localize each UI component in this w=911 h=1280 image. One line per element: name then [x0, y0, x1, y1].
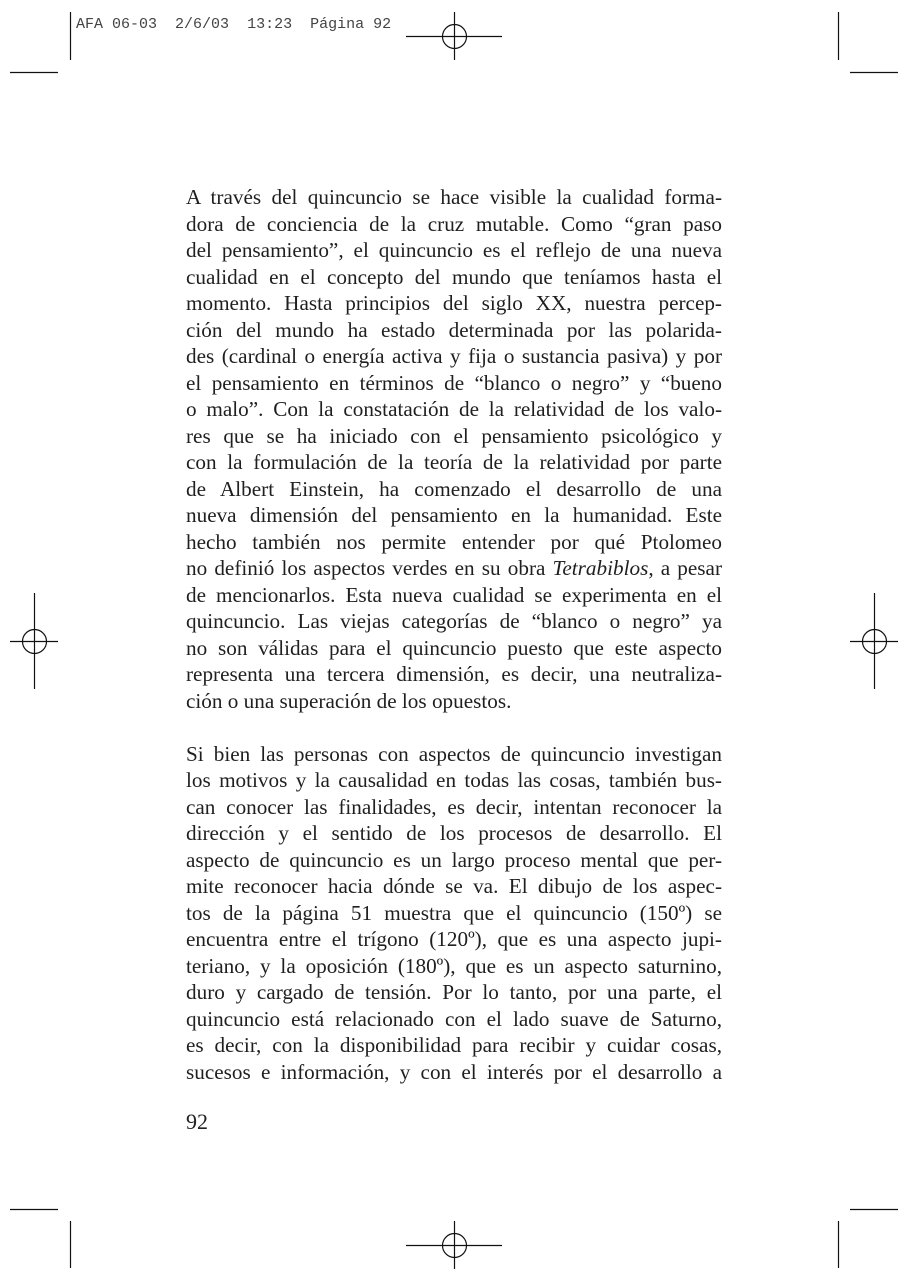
text-line: res que se ha iniciado con el pensamiento psicológico y	[186, 423, 722, 448]
text-line: o malo”. Con la constatación de la relatividad de los valo-	[186, 397, 722, 421]
registration-mark-left-icon	[10, 593, 58, 689]
text-line: hecho también nos permite entender por qué Ptolomeo	[186, 529, 722, 554]
text-line: cualidad en el concepto del mundo que teníamos hasta el	[186, 264, 722, 289]
text-line: quincuncio está relacionado con el lado suave de Saturno,	[186, 1006, 722, 1031]
book-title: Tetrabiblos	[552, 556, 649, 580]
text-line: del pensamiento”, el quincuncio es el reflejo de una nueva	[186, 238, 722, 262]
text-line: no son válidas para el quincuncio puesto que este aspecto	[186, 635, 722, 660]
registration-mark-right-icon	[850, 593, 898, 689]
text-line: teriano, y la oposición (180º), que es un aspecto saturnino,	[186, 953, 722, 978]
slug-time: 13:23	[247, 16, 293, 33]
text-run: no definió los aspectos verdes en su obra	[186, 556, 553, 580]
text-line-with-title	[186, 555, 722, 582]
text-line: momento. Hasta principios del siglo XX, nuestra percep-	[186, 291, 722, 315]
paragraph-1	[186, 184, 722, 714]
text-line: Si bien las personas con aspectos de quincuncio investigan	[186, 741, 722, 766]
text-line: representa una tercera dimensión, es decir, una neutraliza-	[186, 662, 722, 686]
text-line: es decir, con la disponibilidad para recibir y cuidar cosas,	[186, 1033, 722, 1057]
text-line: los motivos y la causalidad en todas las cosas, también bus-	[186, 768, 722, 792]
text-line: dora de conciencia de la cruz mutable. Como “gran paso	[186, 211, 722, 236]
slug-date: 2/6/03	[175, 16, 230, 33]
text-line: tos de la página 51 muestra que el quincuncio (150º) se	[186, 900, 722, 925]
text-line: ción o una superación de los opuestos.	[186, 688, 512, 713]
text-line: sucesos e información, y con el interés por el desarrollo a	[186, 1059, 722, 1084]
text-line: dirección y el sentido de los procesos de desarrollo. El	[186, 821, 722, 845]
text-line: nueva dimensión del pensamiento en la humanidad. Este	[186, 503, 722, 527]
text-line: A través del quincuncio se hace visible la cualidad forma-	[186, 185, 722, 209]
text-line: aspecto de quincuncio es un largo proceso mental que per-	[186, 847, 722, 872]
crop-mark-bottom-left-icon	[10, 1210, 71, 1269]
body-text	[186, 184, 722, 1085]
text-line: duro y cargado de tensión. Por lo tanto, por una parte, el	[186, 980, 722, 1004]
text-line: des (cardinal o energía activa y fija o sustancia pasiva) y por	[186, 344, 722, 368]
crop-mark-top-left-icon	[10, 12, 71, 73]
text-run: , a pesar	[648, 556, 722, 580]
text-line: mite reconocer hacia dónde se va. El dibujo de los aspec-	[186, 874, 722, 898]
text-line: el pensamiento en términos de “blanco o negro” y “bueno	[186, 370, 722, 395]
text-line: can conocer las finalidades, es decir, intentan reconocer la	[186, 794, 722, 819]
slug-page-label: Página 92	[310, 16, 392, 33]
text-line: encuentra entre el trígono (120º), que es una aspecto jupi-	[186, 927, 722, 951]
crop-mark-top-right-icon	[839, 12, 899, 73]
registration-mark-bottom-icon	[406, 1221, 502, 1269]
text-line: de mencionarlos. Esta nueva cualidad se experimenta en el	[186, 582, 722, 607]
text-line: de Albert Einstein, ha comenzado el desarrollo de una	[186, 476, 722, 501]
text-line: quincuncio. Las viejas categorías de “blanco o negro” ya	[186, 609, 722, 633]
paragraph-2	[186, 741, 722, 1086]
printer-slug	[76, 15, 391, 35]
registration-mark-top-icon	[406, 12, 502, 60]
text-line: ción del mundo ha estado determinada por las polarida-	[186, 317, 722, 342]
page-number: 92	[186, 1109, 208, 1134]
text-line: con la formulación de la teoría de la relatividad por parte	[186, 450, 722, 474]
slug-job: AFA 06-03	[76, 16, 158, 33]
crop-mark-bottom-right-icon	[839, 1210, 899, 1269]
